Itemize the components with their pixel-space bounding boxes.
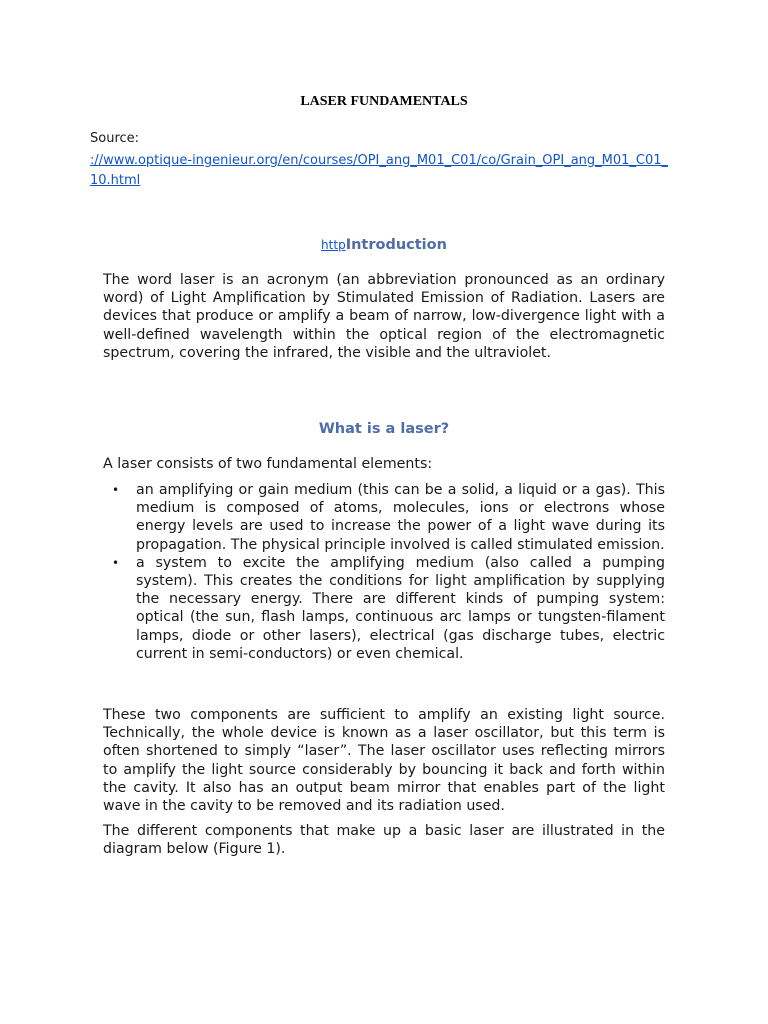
figure-reference-paragraph: The different components that make up a basic laser are illustrated in the diagram below (Figure 1). xyxy=(103,823,665,858)
source-link[interactable]: ://www.optique-ingenieur.org/en/courses/OPI_ang_M01_C01/co/Grain_OPI_ang_M01_C01_10.html xyxy=(90,153,669,188)
bullet-icon: • xyxy=(112,555,120,570)
document-title: LASER FUNDAMENTALS xyxy=(300,94,468,109)
list-item-text: a system to excite the amplifying medium (also called a pumping system). This creates the conditions for light amplification by supplying the necessary energy. There are different kinds of pumping system: optical (the sun, flash lamps, continuous arc lamps or tungsten-filament lamps, diode or other lasers), electrical (gas discharge tubes, electric current in semi-conductors) or even chemical. xyxy=(136,554,665,662)
introduction-heading xyxy=(0,237,768,253)
list-item xyxy=(103,481,665,554)
http-link-fragment[interactable]: http xyxy=(321,238,346,252)
source-label: Source: xyxy=(90,131,140,146)
introduction-heading-text: Introduction xyxy=(345,237,447,253)
introduction-paragraph: The word laser is an acronym (an abbreviation pronounced as an ordinary word) of Light Amplification by Stimulated Emission of Radiation. Lasers are devices that produce or amplify a beam of narrow, low-divergence light with a well-defined wavelength within the optical region of the electromagnetic spectrum, covering the infrared, the visible and the ultraviolet. xyxy=(103,272,665,361)
components-paragraph: These two components are sufficient to amplify an existing light source. Technically, the whole device is known as a laser oscillator, but this term is often shortened to simply “laser”. The laser oscillator uses reflecting mirrors to amplify the light source considerably by bouncing it back and forth within the cavity. It also has an output beam mirror that enables part of the light wave in the cavity to be removed and its radiation used. xyxy=(103,707,665,815)
list-item-text: an amplifying or gain medium (this can be a solid, a liquid or a gas). This medium is composed of atoms, molecules, ions or electrons whose energy levels are used to increase the power of a light wave during its propagation. The physical principle involved is called stimulated emission. xyxy=(136,482,665,553)
list-item xyxy=(103,554,665,663)
bullet-icon: • xyxy=(112,483,120,497)
elements-intro-paragraph: A laser consists of two fundamental elements: xyxy=(103,456,433,472)
what-is-laser-heading: What is a laser? xyxy=(318,421,450,437)
elements-bullet-list xyxy=(103,481,665,663)
